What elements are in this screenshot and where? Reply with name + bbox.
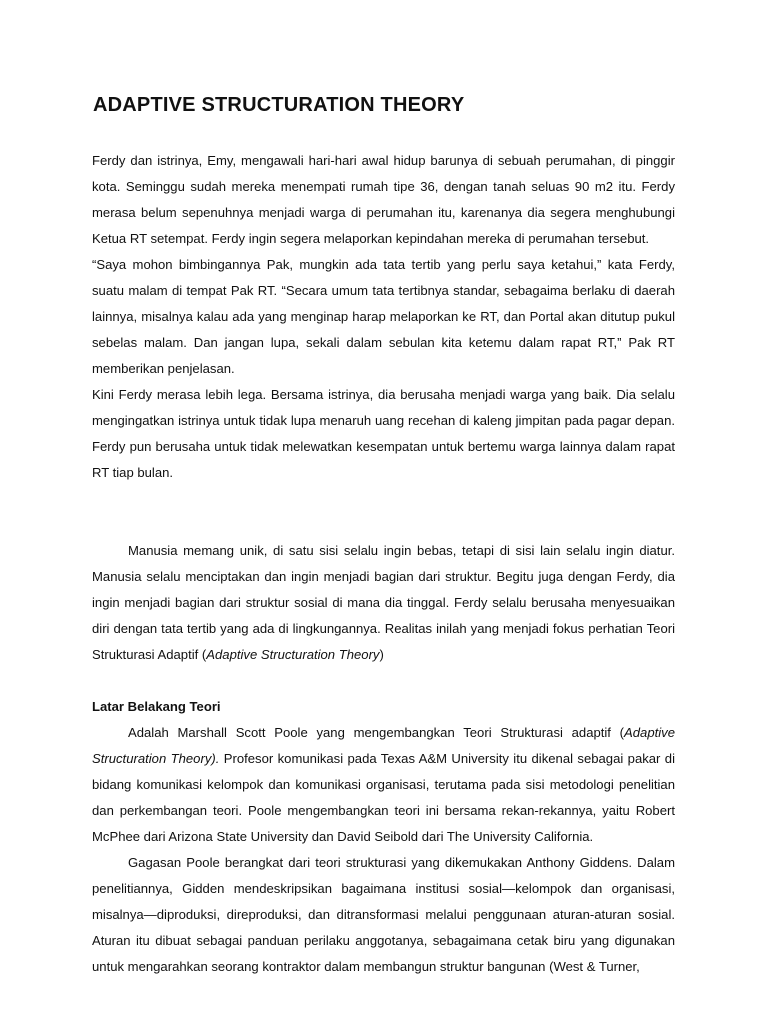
document-title: ADAPTIVE STRUCTURATION THEORY [93,94,465,116]
paragraph-5-text: Adalah Marshall Scott Poole yang mengembangkan Teori Strukturasi adaptif ( [128,725,625,740]
paragraph-4-italic: Adaptive Structuration Theory [206,647,380,662]
paragraph-4-text: Manusia memang unik, di satu sisi selalu ingin bebas, tetapi di sisi lain selalu ingin diatur. Manusia selalu menciptakan dan ingin menjadi bagian dari struktur. Begitu juga dengan Ferdy, dia ingin menjadi bagian dari struktur sosial di mana dia tinggal. Ferdy selalu berusaha menyesuaikan diri dengan tata tertib yang ada di lingkungannya. Realitas inilah yang menjadi fokus perhatian Teori Strukturasi Adaptif ( [92,543,675,662]
paragraph-6: Gagasan Poole berangkat dari teori strukturasi yang dikemukakan Anthony Giddens. Dalam penelitiannya, Gidden mendeskripsikan bagaimana institusi sosial—kelompok dan organisasi, misalnya—diproduksi, direproduksi, dan ditransformasi melalui penggunaan aturan-aturan sosial. Aturan itu dibuat sebagai panduan perilaku anggotanya, sebagaimana cetak biru yang digunakan untuk mengarahkan seorang kontraktor dalam membangun struktur bangunan (West & Turner, [92,855,675,974]
paragraph-3: Kini Ferdy merasa lebih lega. Bersama istrinya, dia berusaha menjadi warga yang baik. Dia selalu mengingatkan istrinya untuk tidak lupa menaruh uang recehan di kaleng jimpitan pada pagar depan. Ferdy pun berusaha untuk tidak melewatkan kesempatan untuk bertemu warga lainnya dalam rapat RT tiap bulan. [92,387,675,480]
paragraph-5 [92,720,675,850]
section-heading: Latar Belakang Teori [92,699,221,714]
paragraph-1: Ferdy dan istrinya, Emy, mengawali hari-hari awal hidup barunya di sebuah perumahan, di pinggir kota. Seminggu sudah mereka menempati rumah tipe 36, dengan tanah seluas 90 m2 itu. Ferdy merasa belum sepenuhnya menjadi warga di perumahan itu, karenanya dia segera menghubungi Ketua RT setempat. Ferdy ingin segera melaporkan kepindahan mereka di perumahan tersebut. [92,153,675,246]
paragraph-5-rest: Profesor komunikasi pada Texas A&M University itu dikenal sebagai pakar di bidang komunikasi kelompok dan komunikasi organisasi, terutama pada sisi metodologi penelitian dan perkembangan teori. Poole mengembangkan teori ini bersama rekan-rekannya, yaitu Robert McPhee dari Arizona State University dan David Seibold dari The University California. [92,751,675,844]
paragraph-5-italic: Adaptive Structuration Theory). [92,725,675,766]
paragraph-4-end: ) [379,647,384,662]
paragraph-2: “Saya mohon bimbingannya Pak, mungkin ada tata tertib yang perlu saya ketahui,” kata Ferdy, suatu malam di tempat Pak RT. “Secara umum tata tertibnya standar, sebagaima berlaku di daerah lainnya, misalnya kalau ada yang menginap harap melaporkan ke RT, dan Portal akan ditutup pukul sebelas malam. Dan jangan lupa, sekali dalam sebulan kita ketemu dalam rapat RT,” Pak RT memberikan penjelasan. [92,257,675,376]
paragraph-4 [92,538,675,668]
